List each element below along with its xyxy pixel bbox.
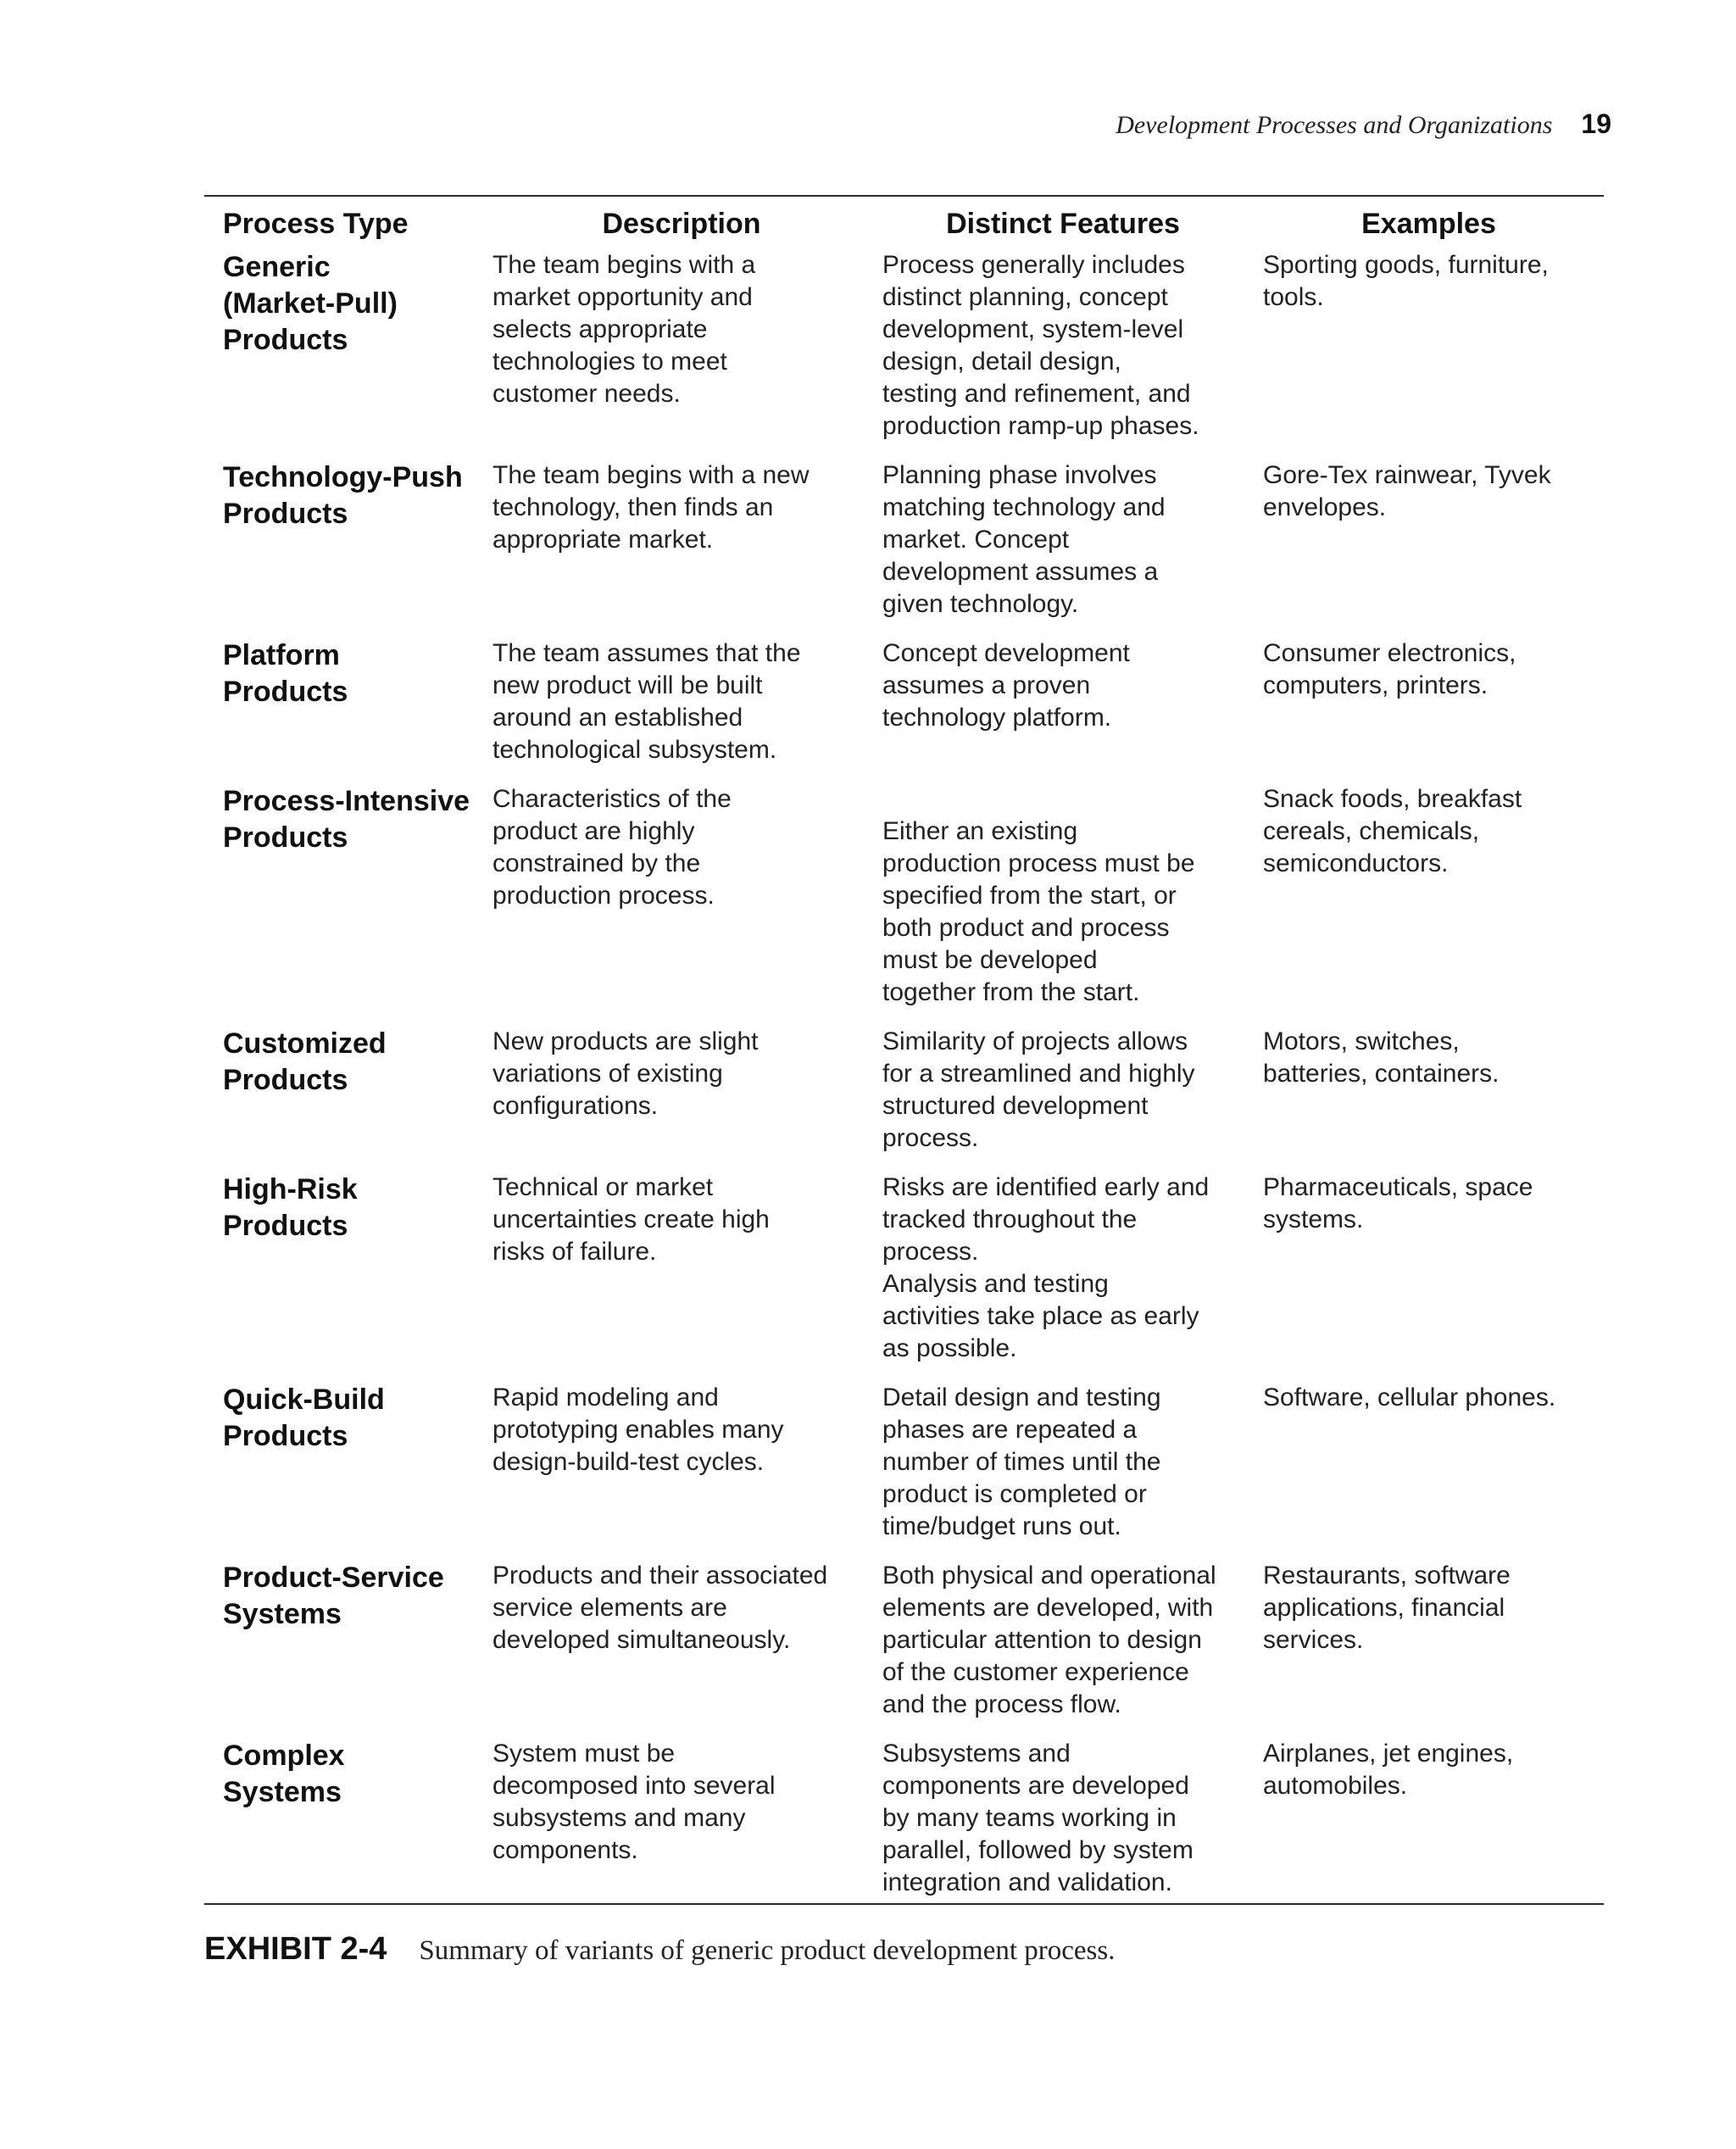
running-head bbox=[1116, 109, 1611, 140]
description-cell: Characteristics of the product are highly constrained by the production process. bbox=[492, 785, 732, 910]
exhibit-caption-text: Summary of variants of generic product development process. bbox=[419, 1935, 1116, 1966]
table-row bbox=[204, 1378, 1604, 1556]
exhibit-caption bbox=[204, 1931, 1115, 1968]
examples-cell: Pharmaceuticals, space systems. bbox=[1263, 1173, 1533, 1233]
column-header-examples: Examples bbox=[1361, 208, 1496, 240]
table-row bbox=[204, 1556, 1604, 1734]
features-cell: Similarity of projects allows for a streamlined and highly structured development process. bbox=[882, 1027, 1195, 1152]
features-cell: Planning phase involves matching technology and market. Concept development assumes a given technology. bbox=[882, 461, 1166, 618]
examples-cell: Motors, switches, batteries, containers. bbox=[1263, 1027, 1500, 1088]
exhibit-table-container bbox=[204, 197, 1604, 1912]
page-number: 19 bbox=[1581, 109, 1611, 139]
description-cell: System must be decomposed into several subsystems and many components. bbox=[492, 1740, 776, 1864]
examples-cell: Software, cellular phones. bbox=[1263, 1383, 1556, 1411]
table-row bbox=[204, 246, 1604, 456]
process-type-cell: Platform Products bbox=[223, 639, 348, 708]
table-row bbox=[204, 1734, 1604, 1912]
table-row bbox=[204, 456, 1604, 634]
table-row bbox=[204, 634, 1604, 780]
features-cell: Concept development assumes a proven technology platform. bbox=[882, 639, 1130, 732]
table-body bbox=[204, 246, 1604, 1912]
examples-cell: Restaurants, software applications, financial services. bbox=[1263, 1562, 1511, 1654]
process-type-cell: Technology-Push Products bbox=[223, 461, 463, 530]
description-cell: Products and their associated service elements are developed simultaneously. bbox=[492, 1562, 828, 1654]
description-cell: The team begins with a new technology, then finds an appropriate market. bbox=[492, 461, 810, 554]
features-cell: Process generally includes distinct planning, concept development, system-level design, detail design, testing and refinement, and production ramp-up phases. bbox=[882, 251, 1199, 440]
features-cell: Detail design and testing phases are repeated a number of times until the product is completed or time/budget runs out. bbox=[882, 1383, 1161, 1540]
description-cell: The team begins with a market opportunity and selects appropriate technologies to meet customer needs. bbox=[492, 251, 756, 408]
description-cell: New products are slight variations of existing configurations. bbox=[492, 1027, 759, 1120]
table-row bbox=[204, 1022, 1604, 1168]
exhibit-table bbox=[204, 197, 1604, 1912]
features-cell: Risks are identified early and tracked throughout the process. Analysis and testing activities take place as early as possible. bbox=[882, 1173, 1210, 1362]
running-head-title: Development Processes and Organizations bbox=[1116, 111, 1553, 139]
process-type-cell: Complex Systems bbox=[223, 1740, 345, 1808]
column-header-description: Description bbox=[602, 208, 761, 240]
examples-cell: Sporting goods, furniture, tools. bbox=[1263, 251, 1549, 311]
table-header bbox=[204, 197, 1604, 246]
exhibit-label: EXHIBIT 2-4 bbox=[204, 1931, 387, 1967]
description-cell: Rapid modeling and prototyping enables many design-build-test cycles. bbox=[492, 1383, 784, 1476]
examples-cell: Consumer electronics, computers, printers. bbox=[1263, 639, 1516, 699]
features-cell: Subsystems and components are developed by many teams working in parallel, followed by system integration and validation. bbox=[882, 1740, 1194, 1896]
description-cell: Technical or market uncertainties create high risks of failure. bbox=[492, 1173, 770, 1266]
process-type-cell: Process-Intensive Products bbox=[223, 785, 470, 854]
features-cell: Both physical and operational elements are developed, with particular attention to design of the customer experience and the process flow. bbox=[882, 1562, 1216, 1718]
description-cell: The team assumes that the new product will be built around an established technological subsystem. bbox=[492, 639, 801, 764]
column-header-distinct-features: Distinct Features bbox=[946, 208, 1180, 240]
process-type-cell: Product-Service Systems bbox=[223, 1562, 444, 1630]
examples-cell: Gore-Tex rainwear, Tyvek envelopes. bbox=[1263, 461, 1551, 521]
examples-cell: Snack foods, breakfast cereals, chemicals, semiconductors. bbox=[1263, 785, 1522, 877]
column-header-process-type: Process Type bbox=[223, 208, 409, 240]
process-type-cell: Customized Products bbox=[223, 1027, 387, 1096]
process-type-cell: Generic (Market-Pull) Products bbox=[223, 251, 398, 356]
table-row bbox=[204, 1168, 1604, 1378]
features-cell: Either an existing production process must be specified from the start, or both product and process must be developed together from the start. bbox=[882, 817, 1195, 1006]
table-header-row bbox=[204, 197, 1604, 246]
table-row bbox=[204, 780, 1604, 1022]
process-type-cell: Quick-Build Products bbox=[223, 1383, 385, 1452]
table-bottom-rule bbox=[204, 1903, 1604, 1905]
examples-cell: Airplanes, jet engines, automobiles. bbox=[1263, 1740, 1514, 1800]
process-type-cell: High-Risk Products bbox=[223, 1173, 358, 1242]
